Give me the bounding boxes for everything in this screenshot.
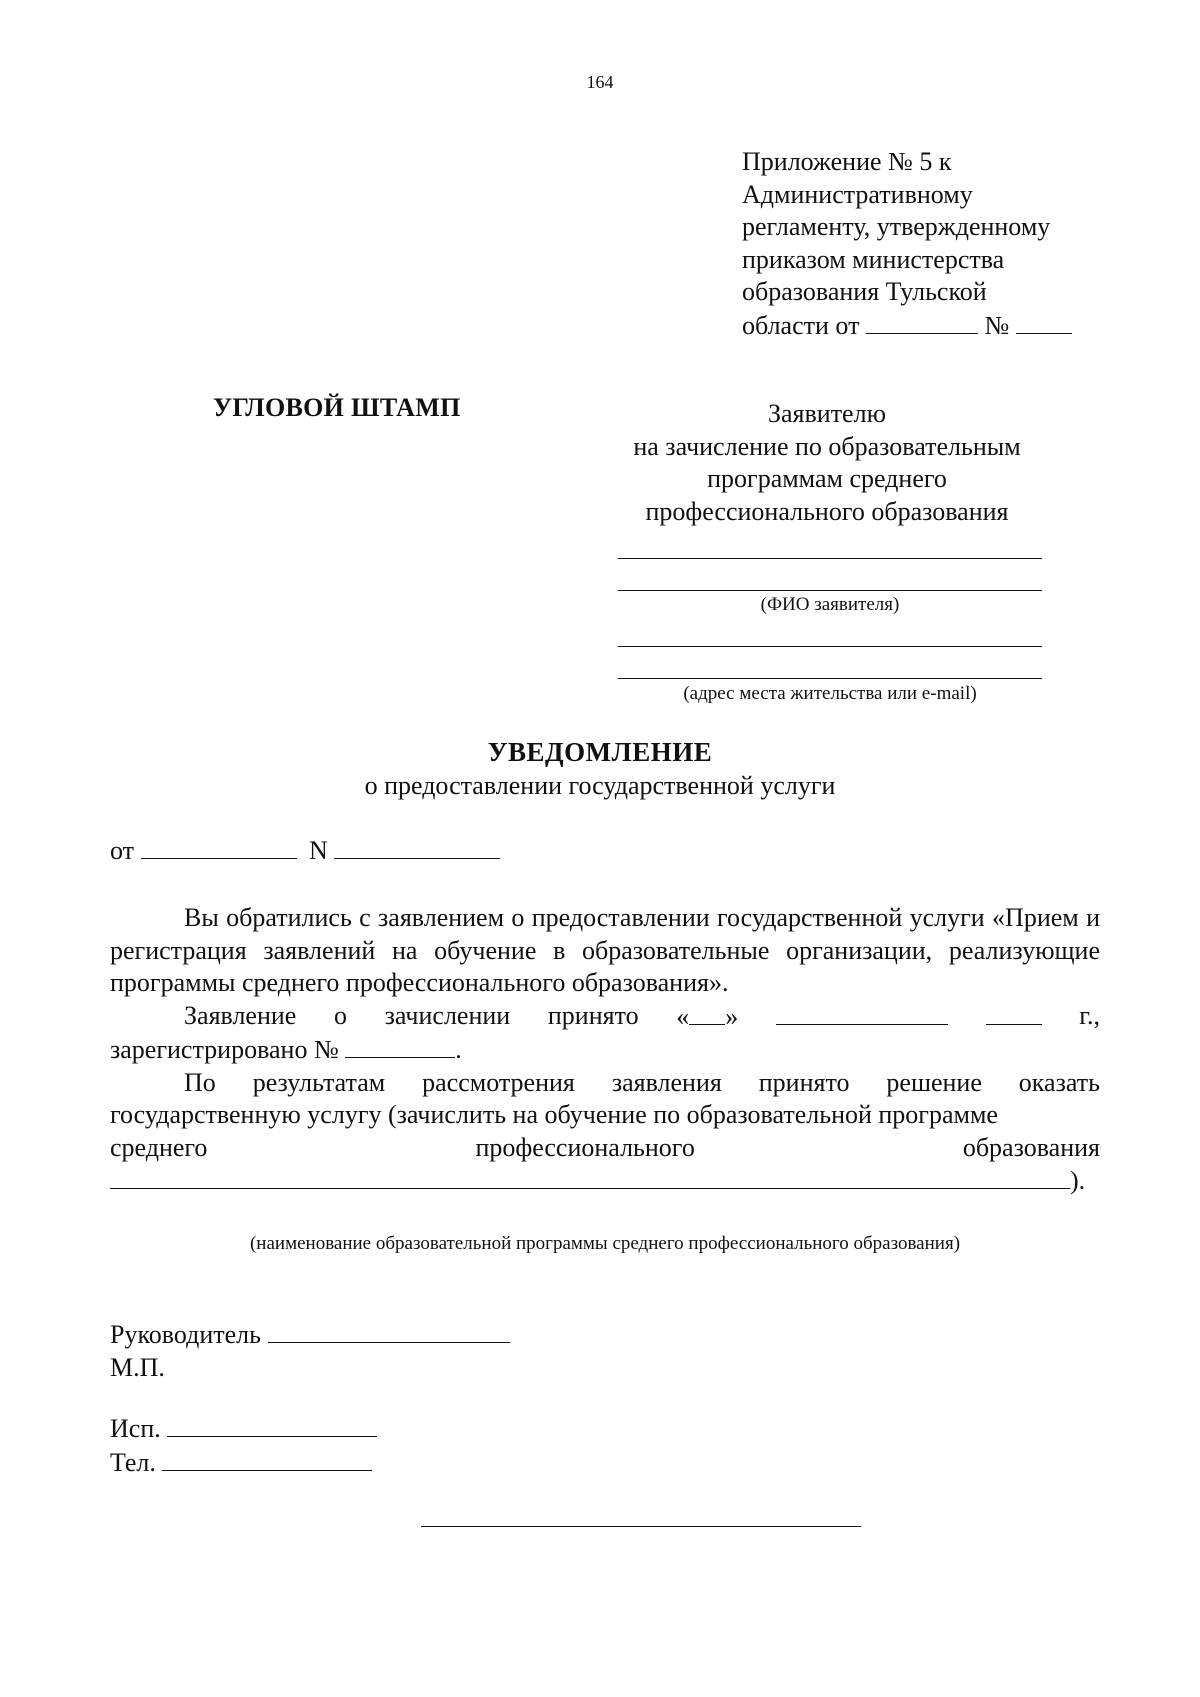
executor-line <box>110 1412 377 1446</box>
body-word: принято <box>758 1067 850 1097</box>
document-title: УВЕДОМЛЕНИЕ <box>487 737 713 767</box>
paragraph-accepted-line <box>110 1000 1100 1034</box>
date-label: от <box>110 836 135 865</box>
appendix-date-blank <box>866 309 978 334</box>
head-signature-blank <box>268 1318 510 1343</box>
program-caption: (наименование образовательной программы среднего профессионального образования) <box>249 1233 961 1254</box>
executor-blank <box>167 1412 377 1437</box>
page-number: 164 <box>586 72 614 92</box>
date-blank <box>141 834 297 859</box>
addressee-block <box>612 398 1042 528</box>
appendix-line: регламенту, утвержденному <box>742 212 1051 241</box>
applicant-address-line <box>618 678 1042 679</box>
appendix-from-label: области от <box>742 310 860 340</box>
program-line-end: ). <box>1070 1166 1086 1195</box>
body-word: заявления <box>611 1067 722 1097</box>
appendix-line: Административному <box>742 179 973 209</box>
applicant-name-line <box>618 590 1042 591</box>
number-label: N <box>309 836 328 865</box>
year-suffix: г., <box>1079 1000 1100 1030</box>
executor-label: Исп. <box>110 1414 161 1443</box>
body-word: принято <box>547 1000 639 1030</box>
number-blank <box>334 834 500 859</box>
paragraph-decision-line <box>110 1132 1100 1165</box>
registered-label: зарегистрировано № <box>110 1035 339 1064</box>
program-name-line <box>110 1164 1100 1198</box>
addressee-line: Заявителю <box>767 399 886 428</box>
appendix-line: приказом министерства <box>742 244 1005 274</box>
year-blank <box>986 1000 1042 1025</box>
head-label: Руководитель <box>110 1320 261 1349</box>
appendix-note <box>742 146 1162 342</box>
address-caption: (адрес места жительства или e-mail) <box>683 683 977 704</box>
day-field <box>676 1000 738 1034</box>
open-quote: « <box>676 1001 690 1031</box>
body-word: о <box>334 1000 347 1030</box>
registration-period: . <box>455 1035 462 1064</box>
addressee-line: программам среднего <box>707 464 947 493</box>
notice-body <box>110 902 1100 1198</box>
applicant-name-line <box>618 558 1042 559</box>
signature-block <box>110 1318 510 1384</box>
fio-caption: (ФИО заявителя) <box>760 594 900 615</box>
appendix-number-blank <box>1016 309 1072 334</box>
body-word: Заявление <box>184 1000 297 1030</box>
appendix-line: Приложение № 5 к <box>742 147 952 176</box>
addressee-line: на зачисление по образовательным <box>633 431 1021 461</box>
body-word: среднего <box>110 1132 208 1162</box>
appendix-date-line <box>742 309 1162 343</box>
closing-divider <box>421 1526 861 1527</box>
phone-line <box>110 1446 377 1480</box>
phone-label: Тел. <box>110 1447 156 1477</box>
body-word: образования <box>962 1132 1100 1162</box>
body-word: По <box>184 1067 216 1097</box>
phone-blank <box>162 1446 372 1471</box>
body-word: профессионального <box>475 1132 695 1162</box>
seal-label: М.П. <box>110 1352 165 1382</box>
body-word: рассмотрения <box>422 1067 575 1097</box>
body-word: решение <box>886 1067 982 1097</box>
paragraph-decision-line: государственную услугу (зачислить на обучение по образовательной программе <box>110 1100 998 1129</box>
addressee-line: профессионального образования <box>645 496 1009 526</box>
registration-number-blank <box>345 1033 455 1058</box>
appendix-line: образования Тульской <box>742 277 987 306</box>
program-name-blank <box>110 1164 1070 1189</box>
corner-stamp: УГЛОВОЙ ШТАМП <box>213 393 461 422</box>
head-signature-line <box>110 1318 510 1352</box>
applicant-address-line <box>618 646 1042 647</box>
day-blank <box>689 1000 725 1025</box>
paragraph-request: Вы обратились с заявлением о предоставлении государственной услуги «Прием и регистрация заявлений на обучение в образовательные организации, реализующие программы среднего профессионального образования». <box>110 903 1100 997</box>
body-word: оказать <box>1018 1067 1100 1097</box>
executor-block <box>110 1412 377 1479</box>
document-subtitle: о предоставлении государственной услуги <box>364 771 836 800</box>
appendix-number-sign: № <box>984 310 1010 340</box>
close-quote: » <box>725 1001 739 1031</box>
registration-line <box>110 1033 1100 1067</box>
month-blank <box>776 1000 948 1025</box>
body-word: зачислении <box>384 1000 511 1030</box>
notice-date-number-row <box>110 834 500 866</box>
body-word: результатам <box>252 1067 386 1097</box>
paragraph-decision-line <box>110 1067 1100 1100</box>
